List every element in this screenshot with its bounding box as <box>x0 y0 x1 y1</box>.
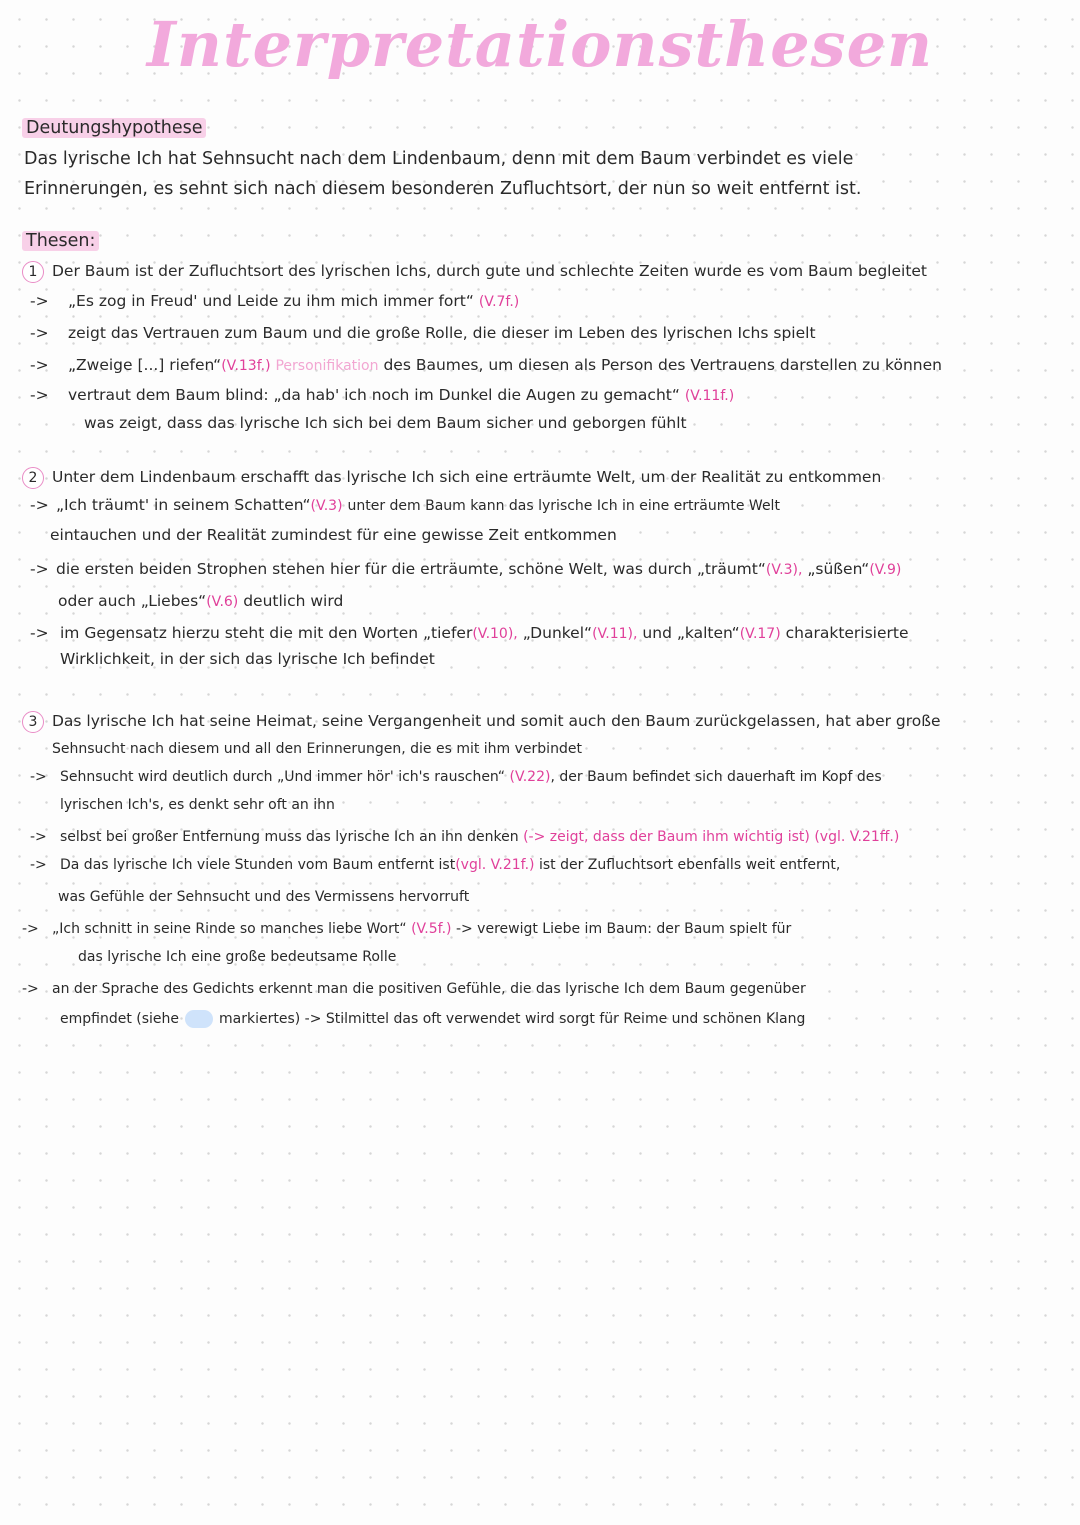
thesis-3-point-3-cont: was Gefühle der Sehnsucht und des Vermissens hervorruft <box>58 889 470 905</box>
thesis-1-point-4-cont: was zeigt, dass das lyrische Ich sich bei dem Baum sicher und geborgen fühlt <box>84 414 687 432</box>
thesis-3-point-5: -> an der Sprache des Gedichts erkennt man die positiven Gefühle, die das lyrische Ich dem Baum gegenüber <box>22 981 806 997</box>
thesis-1-head: 1 Der Baum ist der Zufluchtsort des lyrischen Ichs, durch gute und schlechte Zeiten wurde es vom Baum begleitet <box>22 258 927 284</box>
thesis-1-point-3: -> „Zweige [...] riefen“(V.13f.) Personifikation des Baumes, um diesen als Person des Vertrauens darstellen zu können <box>30 356 942 374</box>
thesis-1-point-2: -> zeigt das Vertrauen zum Baum und die große Rolle, die dieser im Leben des lyrischen Ichs spielt <box>30 324 816 342</box>
thesis-1-point-1: -> „Es zog in Freud' und Leide zu ihm mich immer fort“ (V.7f.) <box>30 292 520 310</box>
thesis-2-point-3-cont: Wirklichkeit, in der sich das lyrische Ich befindet <box>60 650 435 668</box>
thesis-3-point-4: -> „Ich schnitt in seine Rinde so manches liebe Wort“ (V.5f.) -> verewigt Liebe im Baum: der Baum spielt für <box>22 921 792 937</box>
thesis-1-point-4: -> vertraut dem Baum blind: „da hab' ich noch im Dunkel die Augen zu gemacht“ (V.11f.) <box>30 386 735 404</box>
thesis-2-point-1-cont: eintauchen und der Realität zumindest für eine gewisse Zeit entkommen <box>50 526 617 544</box>
thesis-3-point-2: -> selbst bei großer Entfernung muss das lyrische Ich an ihn denken (-> zeigt, dass der Baum ihm wichtig ist) (vgl. V.21ff.) <box>30 829 900 845</box>
page-title: Interpretationsthesen <box>146 8 934 81</box>
thesis-3-point-4-cont: das lyrische Ich eine große bedeutsame Rolle <box>78 949 397 965</box>
thesis-2-point-1: -> „Ich träumt' in seinem Schatten“(V.3) unter dem Baum kann das lyrische Ich in eine erträumte Welt <box>30 496 780 514</box>
hypothesis-line-2: Erinnerungen, es sehnt sich nach diesem besonderen Zufluchtsort, der nun so weit entfernt ist. <box>24 179 862 199</box>
thesis-3-point-3: -> Da das lyrische Ich viele Stunden vom Baum entfernt ist(vgl. V.21f.) ist der Zufluchtsort ebenfalls weit entfernt, <box>30 857 841 873</box>
thesis-2-point-3: -> im Gegensatz hierzu steht die mit den Worten „tiefer(V.10), „Dunkel“(V.11), und „kalten“(V.17) charakterisierte <box>30 624 909 642</box>
thesis-3-point-1-cont: lyrischen Ich's, es denkt sehr oft an ihn <box>60 797 335 813</box>
thesis-2-head: 2 Unter dem Lindenbaum erschafft das lyrische Ich sich eine erträumte Welt, um der Realität zu entkommen <box>22 464 881 490</box>
thesis-number: 1 <box>22 261 44 283</box>
thesis-number: 3 <box>22 711 44 733</box>
thesis-2-point-2: -> die ersten beiden Strophen stehen hier für die erträumte, schöne Welt, was durch „träumt“(V.3), „süßen“(V.9) <box>30 560 902 578</box>
blue-marker-swatch <box>185 1010 213 1028</box>
thesis-3-head-cont: Sehnsucht nach diesem und all den Erinnerungen, die es mit ihm verbindet <box>52 741 582 757</box>
thesis-3-point-1: -> Sehnsucht wird deutlich durch „Und immer hör' ich's rauschen“ (V.22), der Baum befindet sich dauerhaft im Kopf des <box>30 769 882 785</box>
thesis-2-point-2-cont: oder auch „Liebes“(V.6) deutlich wird <box>58 592 344 610</box>
thesis-number: 2 <box>22 467 44 489</box>
thesis-3-point-5-cont: empfindet (siehe markiertes) -> Stilmittel das oft verwendet wird sorgt für Reime und schönen Klang <box>60 1011 806 1027</box>
theses-label: Thesen: <box>22 228 99 254</box>
thesis-3-head: 3 Das lyrische Ich hat seine Heimat, seine Vergangenheit und somit auch den Baum zurückgelassen, hat aber große <box>22 708 941 734</box>
hypothesis-line-1: Das lyrische Ich hat Sehnsucht nach dem Lindenbaum, denn mit dem Baum verbindet es viele <box>24 149 854 169</box>
hypothesis-label: Deutungshypothese <box>22 115 206 141</box>
